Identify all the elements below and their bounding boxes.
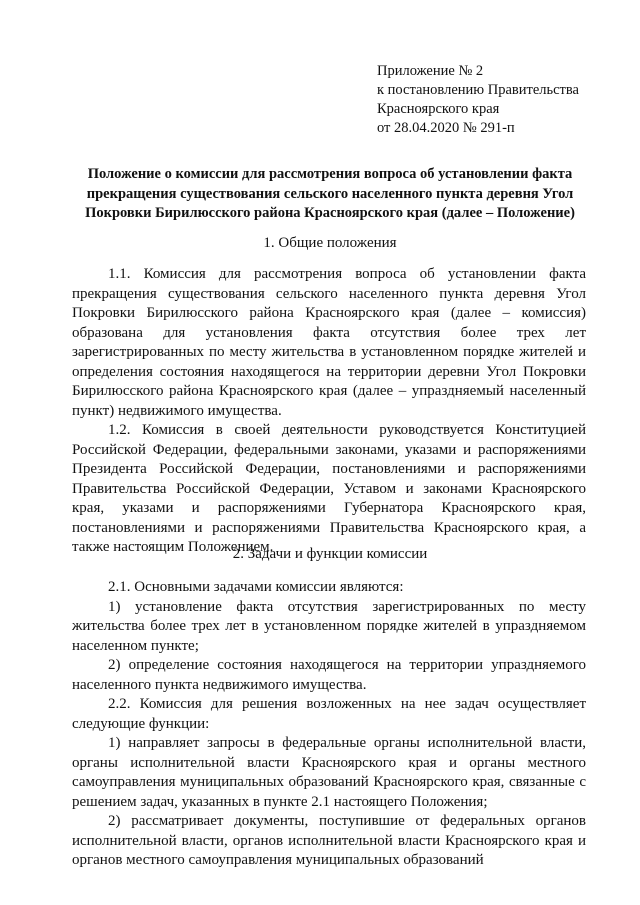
appendix-header bbox=[377, 62, 579, 138]
paragraph: 2) рассматривает документы, поступившие от федеральных органов исполнительной власти, органов исполнительной власти Красноярского края и органов местного самоуправления муниципальных образований bbox=[72, 813, 586, 868]
appendix-line: Приложение № 2 bbox=[377, 63, 484, 79]
section-heading: 1. Общие положения bbox=[263, 235, 397, 251]
appendix-line: Красноярского края bbox=[377, 101, 500, 117]
paragraph: 1.2. Комиссия в своей деятельности руководствуется Конституцией Российской Федерации, федеральными законами, указами и распоряжениями Президента Российской Федерации, постановлениями и распоряжениями Правительства Российской Федерации, Уставом и законами Красноярского края, указами и распоряжениями Губернатора Красноярского края, постановлениями и распоряжениями Правительства Красноярского края, а также настоящим Положением. bbox=[72, 422, 586, 555]
section-body bbox=[72, 578, 586, 871]
appendix-line: от 28.04.2020 № 291-п bbox=[377, 120, 515, 136]
document-title: Положение о комиссии для рассмотрения вопроса об установлении факта прекращения существования сельского населенного пункта деревня Угол Покровки Бирилюсского района Красноярского края (далее – Положение) bbox=[85, 166, 575, 221]
section-heading: 2. Задачи и функции комиссии bbox=[232, 546, 428, 562]
paragraph: 1) установление факта отсутствия зарегистрированных по месту жительства более трех лет в установленном порядке жителей в упраздняемом населенном пункте; bbox=[72, 598, 586, 654]
paragraph: 2.2. Комиссия для решения возложенных на нее задач осуществляет следующие функции: bbox=[72, 696, 586, 732]
paragraph: 1) направляет запросы в федеральные органы исполнительной власти, органы исполнительной власти Красноярского края и органы местного самоуправления муниципальных образований Красноярского края, связанные с решением задач, указанных в пункте 2.1 настоящего Положения; bbox=[72, 735, 586, 810]
appendix-line: к постановлению Правительства bbox=[377, 82, 579, 98]
section-body bbox=[72, 265, 586, 558]
paragraph: 2.1. Основными задачами комиссии являются: bbox=[108, 579, 404, 595]
paragraph: 2) определение состояния находящегося на территории упраздняемого населенного пункта недвижимого имущества. bbox=[72, 657, 586, 693]
paragraph: 1.1. Комиссия для рассмотрения вопроса об установлении факта прекращения существования сельского населенного пункта деревня Угол Покровки Бирилюсского района Красноярского края (далее – комиссия) образована для установления факта отсутствия более трех лет зарегистрированных по месту жительства в установленном порядке жителей и определения состояния находящегося на территории деревни Угол Покровки Бирилюсского района Красноярского края (далее – упраздняемый населенный пункт) недвижимого имущества. bbox=[72, 266, 586, 419]
